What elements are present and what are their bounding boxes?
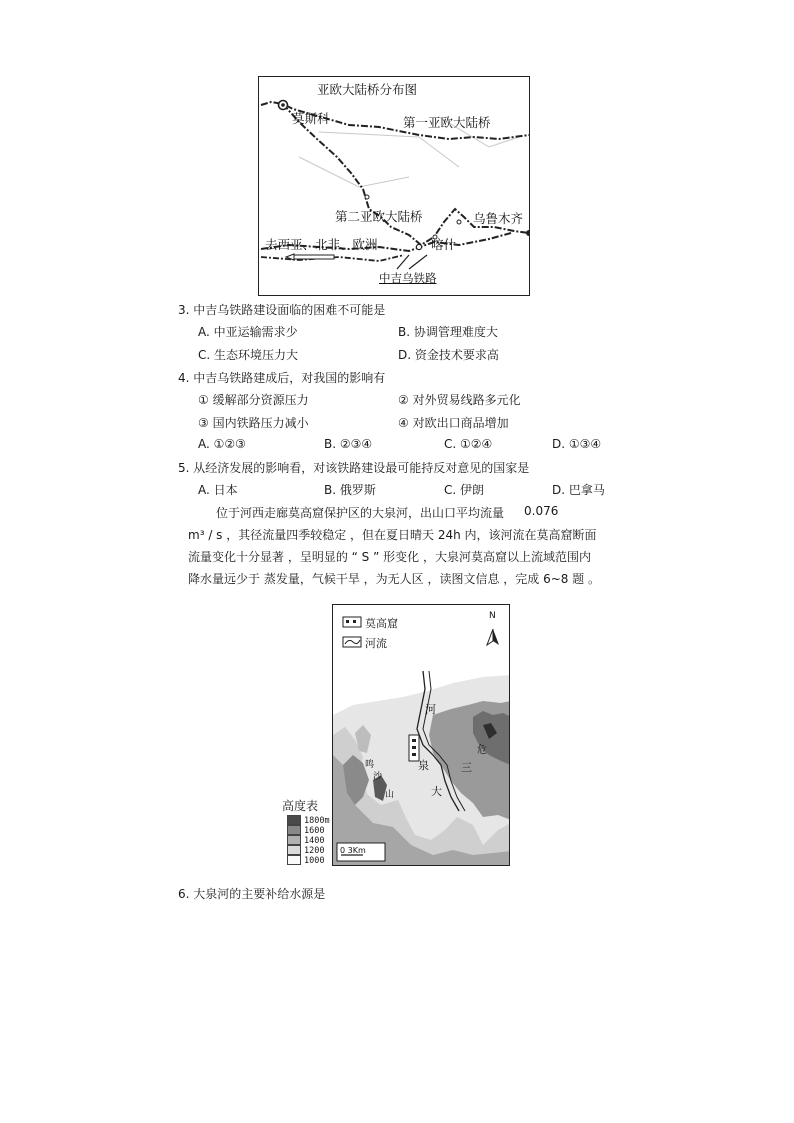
mogao-terrain-relief	[333, 605, 510, 866]
passage-line-4: 降水量远少于 蒸发量，气候干旱 ，为无人区 ，读图文信息 ，完成 6~8 题 。	[188, 572, 601, 586]
to-west-label: 去西亚、北非、欧洲	[265, 237, 378, 252]
mogao-terrain-map	[332, 604, 510, 866]
q4-option-c: C. ①②④	[444, 437, 493, 451]
kashgar-label: 喀什	[431, 237, 457, 252]
height-swatch-1000	[287, 855, 301, 865]
map-char-sha: 沙	[373, 772, 383, 782]
question-3-stem: 3. 中吉乌铁路建设面临的困难不可能是	[178, 303, 386, 317]
second-bridge-label: 第二亚欧大陆桥	[335, 209, 423, 224]
moscow-label: 莫斯科	[292, 111, 330, 126]
q3-option-b: B. 协调管理难度大	[398, 325, 498, 339]
question-4-stem: 4. 中吉乌铁路建成后，对我国的影响有	[178, 371, 386, 385]
map1-title: 亚欧大陆桥分布图	[317, 82, 418, 97]
q4-item-4: ④ 对欧出口商品增加	[398, 416, 509, 430]
q4-option-d: D. ①③④	[552, 437, 602, 451]
map-char-da: 大	[431, 785, 442, 798]
kashgar-dot	[416, 244, 421, 249]
height-value-1400: 1400	[304, 836, 325, 846]
passage-line-2: m³ / s ，其径流量四季较稳定 ，但在夏日晴天 24h 内，该河流在莫高窟断面	[188, 528, 597, 542]
height-legend-title: 高度表	[282, 799, 319, 813]
railway-label: 中吉乌铁路	[379, 271, 437, 285]
height-value-1200: 1200	[304, 846, 325, 856]
scale-label: 0 3Km	[340, 846, 366, 855]
q5-option-a: A. 日本	[198, 483, 238, 497]
legend-river-label: 河流	[365, 637, 387, 650]
map-char-shan: 山	[385, 790, 395, 800]
urumqi-dot	[526, 230, 530, 236]
q5-option-c: C. 伊朗	[444, 483, 485, 497]
urumqi-label: 乌鲁木齐	[473, 211, 524, 226]
map-char-he: 河	[425, 703, 436, 716]
height-value-1800: 1800m	[304, 816, 330, 826]
height-value-1600: 1600	[304, 826, 325, 836]
height-swatch-1200	[287, 845, 301, 855]
height-swatch-1600	[287, 825, 301, 835]
height-swatch-1800	[287, 815, 301, 825]
q4-option-b: B. ②③④	[324, 437, 373, 451]
q4-item-3: ③ 国内铁路压力减小	[198, 416, 309, 430]
q5-option-b: B. 俄罗斯	[324, 483, 376, 497]
first-bridge-label: 第一亚欧大陆桥	[403, 115, 491, 130]
passage-line-3: 流量变化十分显著 ，呈明显的 “ S ” 形变化 ，大泉河莫高窟以上流域范围内	[188, 550, 591, 564]
q3-option-c: C. 生态环境压力大	[198, 348, 299, 362]
map-char-san: 三	[461, 761, 472, 774]
question-6-stem: 6. 大泉河的主要补给水源是	[178, 887, 326, 901]
question-5-stem: 5. 从经济发展的影响看，对该铁路建设最可能持反对意见的国家是	[178, 461, 530, 475]
land-bridge-map	[258, 76, 530, 296]
passage-line-1: 位于河西走廊莫高窟保护区的大泉河，出山口平均流量	[216, 506, 505, 520]
height-value-1000: 1000	[304, 856, 325, 866]
q5-option-d: D. 巴拿马	[552, 483, 605, 497]
map-char-quan: 泉	[418, 759, 429, 772]
north-label: N	[489, 611, 496, 621]
q4-option-a: A. ①②③	[198, 437, 246, 451]
q4-item-1: ① 缓解部分资源压力	[198, 393, 309, 407]
height-swatch-1400	[287, 835, 301, 845]
q3-option-d: D. 资金技术要求高	[398, 348, 499, 362]
q3-option-a: A. 中亚运输需求少	[198, 325, 298, 339]
height-legend	[287, 813, 332, 865]
passage-flow-value: 0.076	[524, 504, 559, 518]
map-char-ming: 鸣	[365, 760, 375, 770]
legend-grotto-label: 莫高窟	[365, 617, 398, 630]
map-char-wei: 危	[477, 745, 487, 756]
q4-item-2: ② 对外贸易线路多元化	[398, 393, 521, 407]
